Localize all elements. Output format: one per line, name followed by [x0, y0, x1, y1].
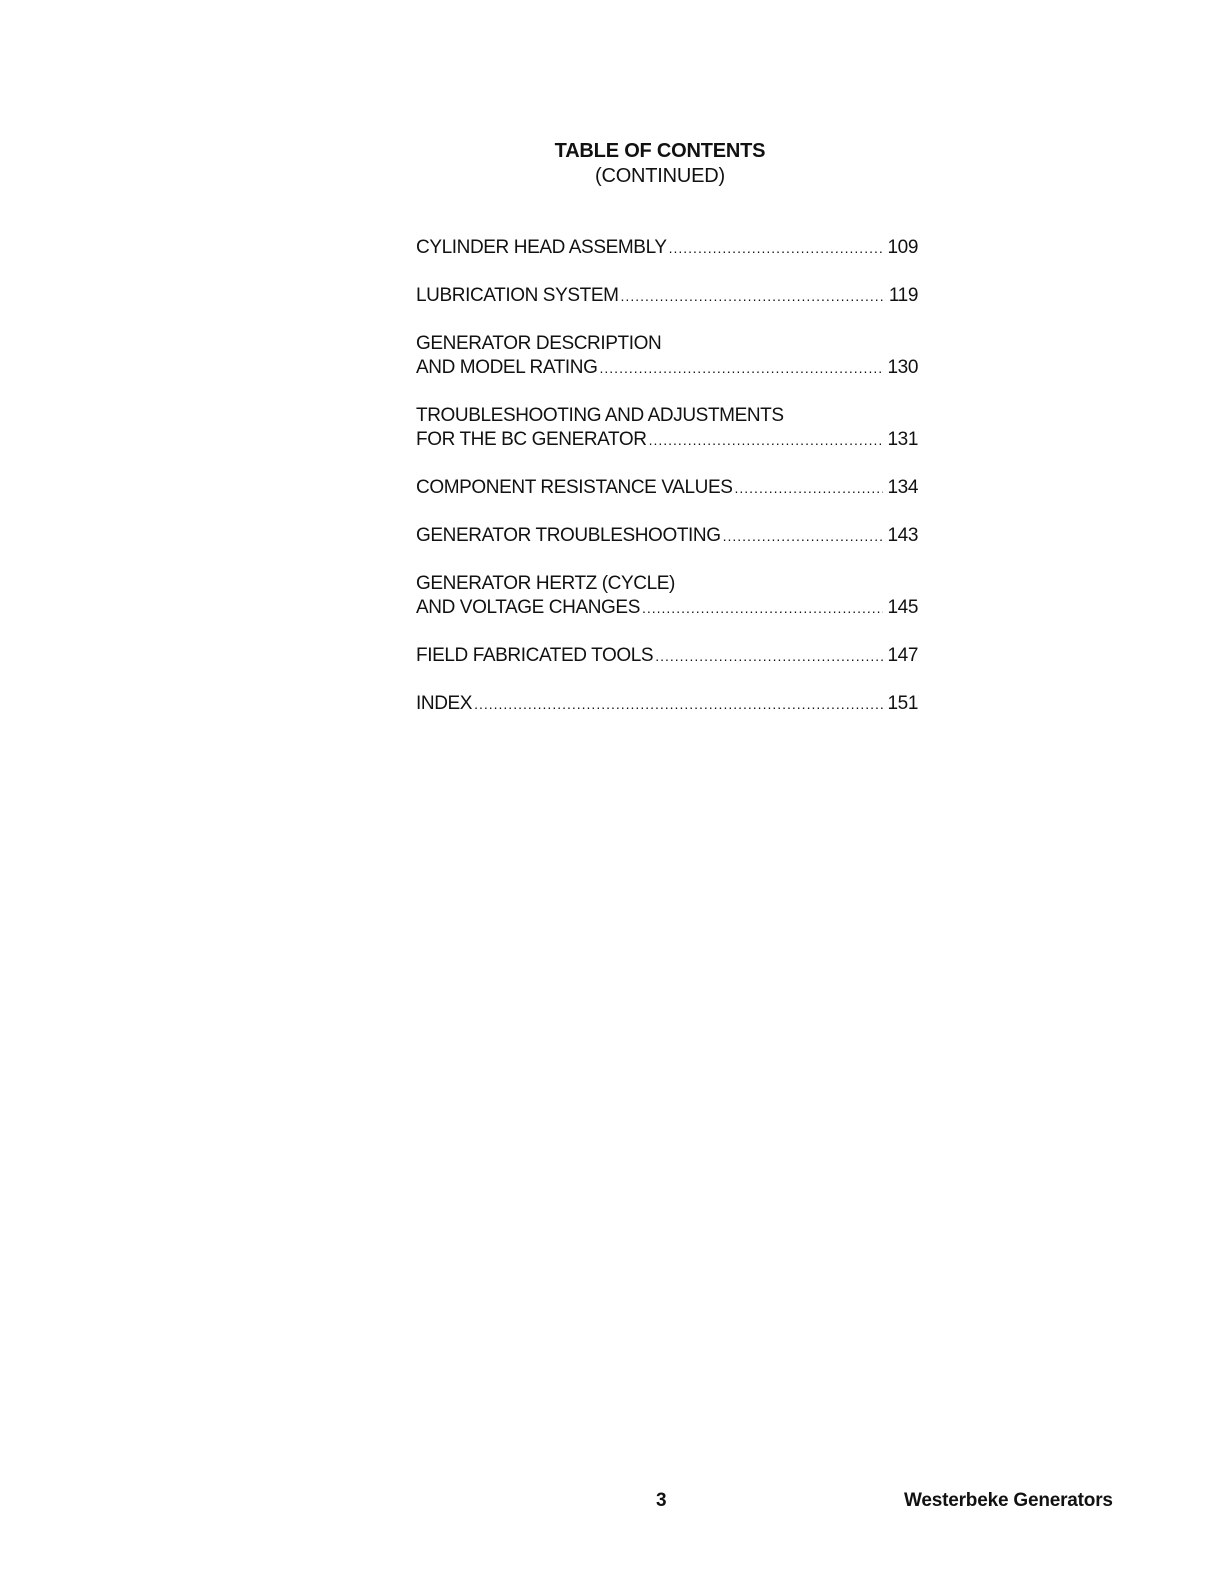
toc-entry-title: INDEX: [416, 693, 473, 714]
toc-page-number: 119: [888, 285, 918, 306]
toc-page-number: 143: [887, 525, 918, 546]
toc-entry-title-continued: AND MODEL RATING: [416, 357, 598, 378]
toc-entry-title: GENERATOR HERTZ (CYCLE): [416, 573, 675, 594]
footer-page-number: 3: [656, 1490, 667, 1511]
toc-entry[interactable]: [416, 284, 918, 308]
toc-page-number: 147: [887, 645, 918, 666]
toc-page-number: 131: [887, 429, 918, 450]
toc-entry[interactable]: [416, 692, 918, 716]
toc-entry-title-continued: AND VOLTAGE CHANGES: [416, 597, 640, 618]
toc-entry-title: FIELD FABRICATED TOOLS: [416, 645, 654, 666]
toc-entry-title-continued: FOR THE BC GENERATOR: [416, 429, 647, 450]
toc-entry[interactable]: [416, 644, 918, 668]
toc-page-number: 109: [887, 237, 918, 258]
dot-leader: [649, 428, 884, 452]
dot-leader: [621, 284, 885, 308]
toc-entry-title: TROUBLESHOOTING AND ADJUSTMENTS: [416, 405, 784, 426]
dot-leader: [474, 692, 883, 716]
footer-brand: Westerbeke Generators: [904, 1490, 1113, 1511]
toc-entry-title: CYLINDER HEAD ASSEMBLY: [416, 237, 667, 258]
toc-page-number: 134: [887, 477, 918, 498]
dot-leader: [655, 644, 883, 668]
toc-entry[interactable]: [416, 524, 918, 548]
toc-heading: TABLE OF CONTENTS: [554, 140, 766, 162]
dot-leader: [600, 356, 884, 380]
toc-entry[interactable]: [416, 332, 918, 380]
toc-entry-title: GENERATOR TROUBLESHOOTING: [416, 525, 721, 546]
toc-entry[interactable]: [416, 404, 918, 452]
toc-entry[interactable]: [416, 476, 918, 500]
toc-entry[interactable]: [416, 236, 918, 260]
toc-entry[interactable]: [416, 572, 918, 620]
dot-leader: [723, 524, 884, 548]
table-of-contents: [416, 236, 918, 740]
dot-leader: [669, 236, 884, 260]
toc-page-number: 145: [887, 597, 918, 618]
toc-page-number: 151: [887, 693, 918, 714]
dot-leader: [735, 476, 884, 500]
toc-page-number: 130: [887, 357, 918, 378]
toc-entry-title: COMPONENT RESISTANCE VALUES: [416, 477, 733, 498]
dot-leader: [642, 596, 884, 620]
toc-entry-title: GENERATOR DESCRIPTION: [416, 333, 662, 354]
toc-entry-title: LUBRICATION SYSTEM: [416, 285, 619, 306]
toc-subheading: (CONTINUED): [594, 165, 725, 187]
